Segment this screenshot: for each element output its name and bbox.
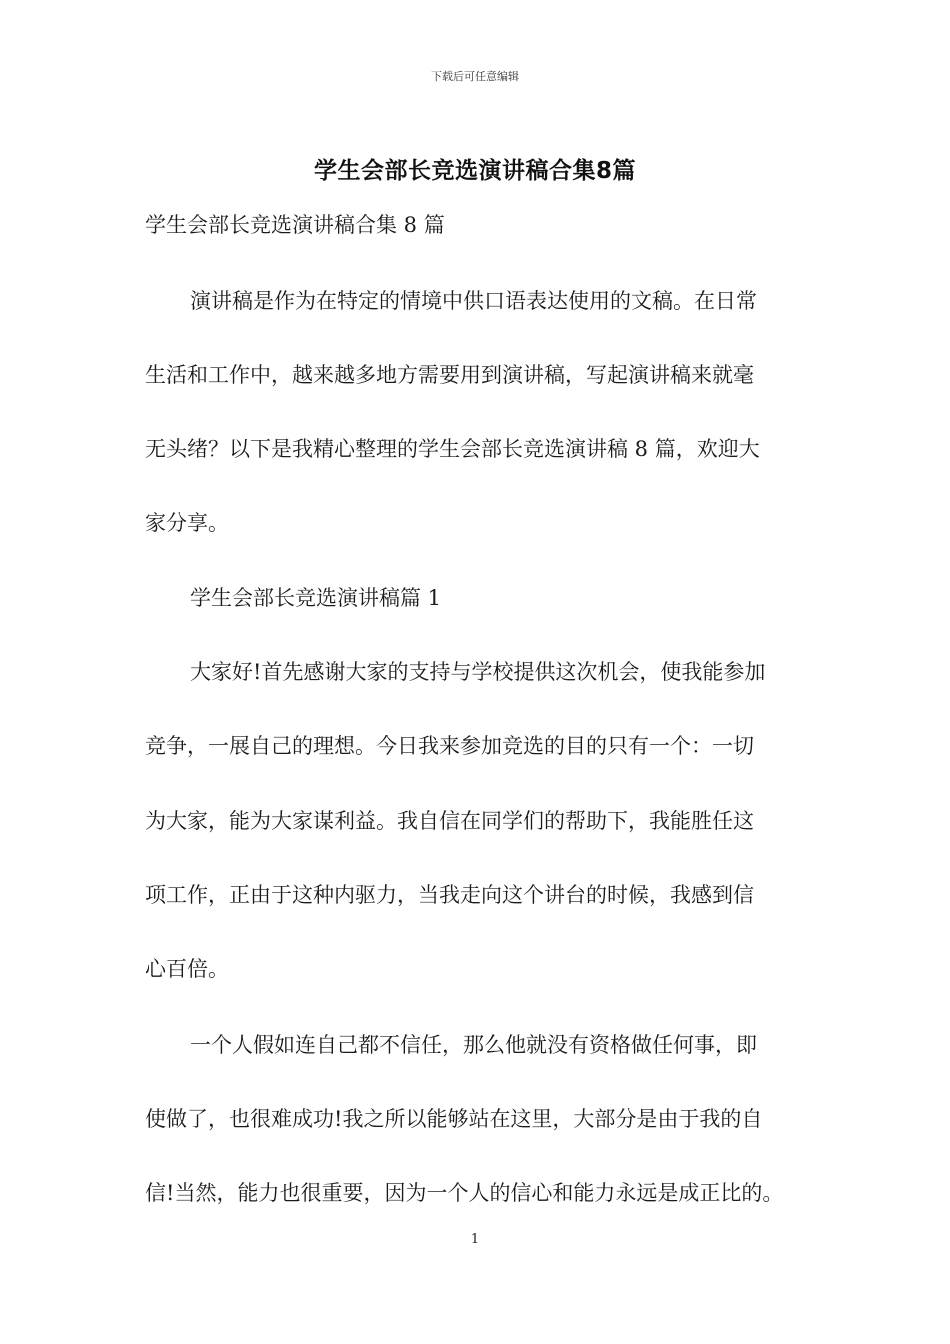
paragraph-line: 使做了，也很难成功!我之所以能够站在这里，大部分是由于我的自 [145,1107,763,1131]
paragraph-line: 演讲稿是作为在特定的情境中供口语表达使用的文稿。在日常 [190,289,757,313]
header-note: 下载后可任意编辑 [431,70,519,83]
paragraph-line: 大家好!首先感谢大家的支持与学校提供这次机会，使我能参加 [190,660,766,684]
paragraph-line: 项工作，正由于这种内驱力，当我走向这个讲台的时候，我感到信 [145,883,754,907]
subtitle-line: 学生会部长竞选演讲稿合集 8 篇 [145,213,445,237]
paragraph-line: 信!当然，能力也很重要，因为一个人的信心和能力永远是成正比的。 [145,1181,784,1205]
paragraph-line: 家分享。 [145,511,229,535]
page-number: 1 [470,1232,480,1247]
document-title: 学生会部长竞选演讲稿合集8篇 [313,158,636,184]
paragraph-line: 无头绪？以下是我精心整理的学生会部长竞选演讲稿 8 篇，欢迎大 [145,437,760,461]
paragraph-line: 生活和工作中，越来越多地方需要用到演讲稿，写起演讲稿来就毫 [145,363,754,387]
paragraph-line: 一个人假如连自己都不信任，那么他就没有资格做任何事，即 [190,1033,757,1057]
paragraph-line: 心百倍。 [145,957,229,981]
paragraph-line: 竞争，一展自己的理想。今日我来参加竞选的目的只有一个：一切 [145,734,754,758]
paragraph-line: 为大家，能为大家谋利益。我自信在同学们的帮助下，我能胜任这 [145,809,754,833]
section-heading: 学生会部长竞选演讲稿篇 1 [190,586,442,610]
